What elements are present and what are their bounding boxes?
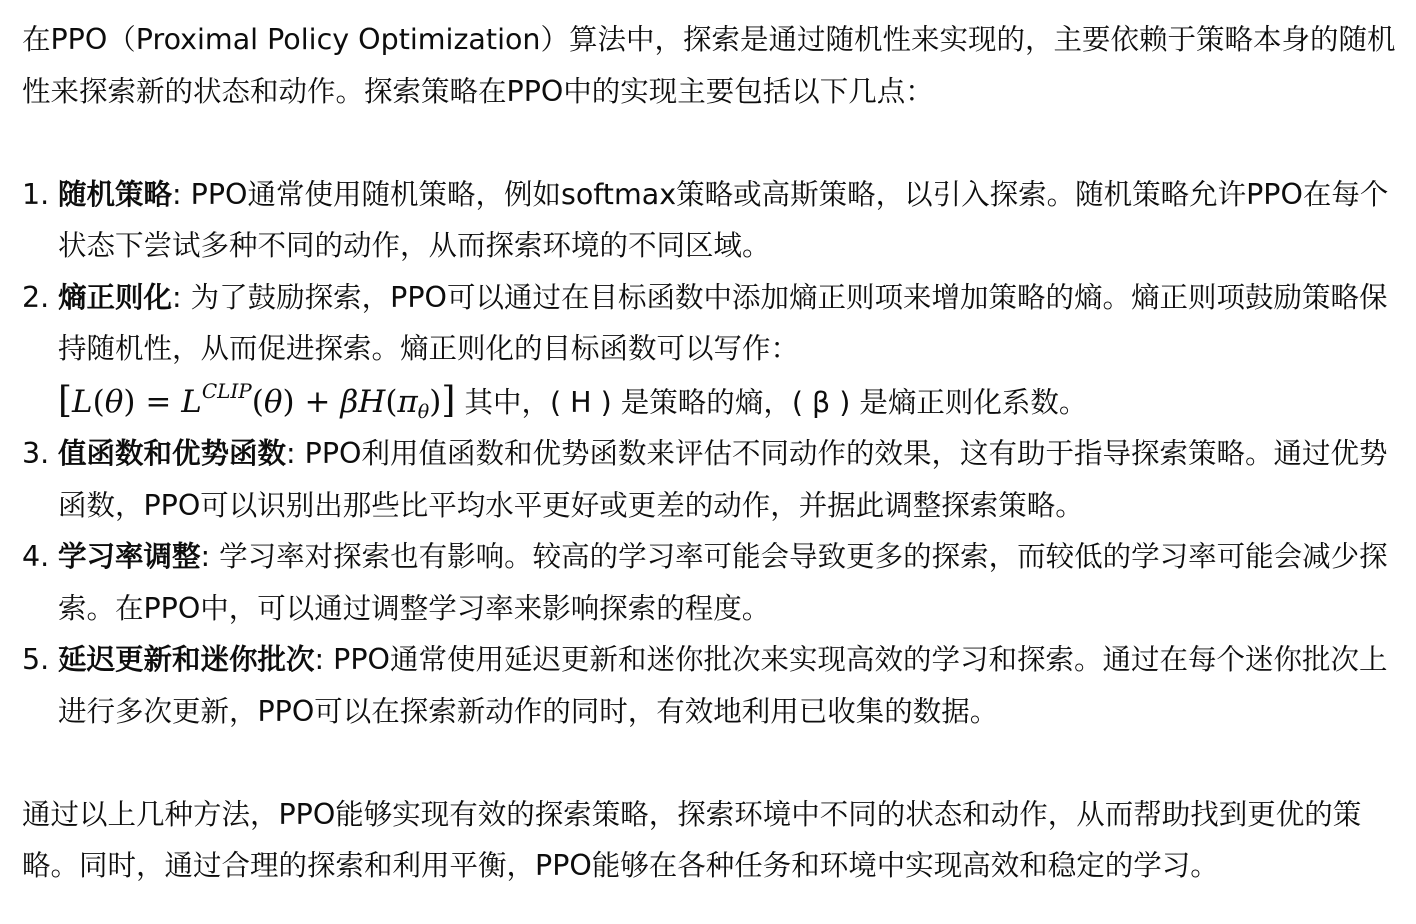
list-item-term: 值函数和优势函数 (58, 437, 287, 470)
list-number: 4. (22, 540, 50, 573)
paragraph-spacer (22, 117, 1396, 169)
list-number: 2. (22, 280, 50, 314)
list-item-text: : 为了鼓励探索，PPO可以通过在目标函数中添加熵正则项来增加策略的熵。熵正则项鼓励策略保持随机性，从而促进探索。熵正则化的目标函数可以写作： (58, 280, 1388, 365)
list-item-delayed-update (22, 634, 1396, 737)
paragraph-spacer (22, 737, 1396, 789)
list-item-value-advantage (22, 428, 1396, 531)
list-number: 1. (22, 177, 50, 211)
exploration-list (22, 169, 1396, 738)
list-item-learning-rate (22, 531, 1396, 634)
list-item-text: : 学习率对探索也有影响。较高的学习率可能会导致更多的探索，而较低的学习率可能会减少探索。在PPO中，可以通过调整学习率来影响探索的程度。 (58, 540, 1388, 625)
list-item-text: : PPO利用值函数和优势函数来评估不同动作的效果，这有助于指导探索策略。通过优势函数，PPO可以识别出那些比平均水平更好或更差的动作，并据此调整探索策略。 (58, 437, 1388, 522)
entropy-objective-formula: $[L(\theta) = L^{CLIP}(\theta) + \beta H(\pi_\theta)]$ (58, 378, 456, 423)
formula-explanation: 其中，( H ) 是策略的熵，( β ) 是熵正则化系数。 (455, 385, 1088, 419)
conclusion-paragraph: 通过以上几种方法，PPO能够实现有效的探索策略，探索环境中不同的状态和动作，从而帮助找到更优的策略。同时，通过合理的探索和利用平衡，PPO能够在各种任务和环境中实现高效和稳定的学习。 (22, 797, 1362, 882)
list-item-random-policy (22, 169, 1396, 272)
list-item-term: 延迟更新和迷你批次 (58, 643, 315, 676)
list-number: 3. (22, 437, 50, 470)
list-number: 5. (22, 643, 50, 676)
list-item-entropy-regularization (22, 272, 1396, 429)
list-item-text: : PPO通常使用随机策略，例如softmax策略或高斯策略，以引入探索。随机策略允许PPO在每个状态下尝试多种不同的动作，从而探索环境的不同区域。 (58, 177, 1389, 262)
list-item-term: 熵正则化 (58, 280, 173, 314)
list-item-term: 随机策略 (58, 177, 173, 211)
formula-line (58, 375, 1396, 429)
list-item-text: : PPO通常使用延迟更新和迷你批次来实现高效的学习和探索。通过在每个迷你批次上进行多次更新，PPO可以在探索新动作的同时，有效地利用已收集的数据。 (58, 643, 1388, 728)
list-item-term: 学习率调整 (58, 540, 201, 573)
intro-paragraph: 在PPO（Proximal Policy Optimization）算法中，探索是通过随机性来实现的，主要依赖于策略本身的随机性来探索新的状态和动作。探索策略在PPO中的实现主要包括以下几点： (22, 23, 1396, 108)
